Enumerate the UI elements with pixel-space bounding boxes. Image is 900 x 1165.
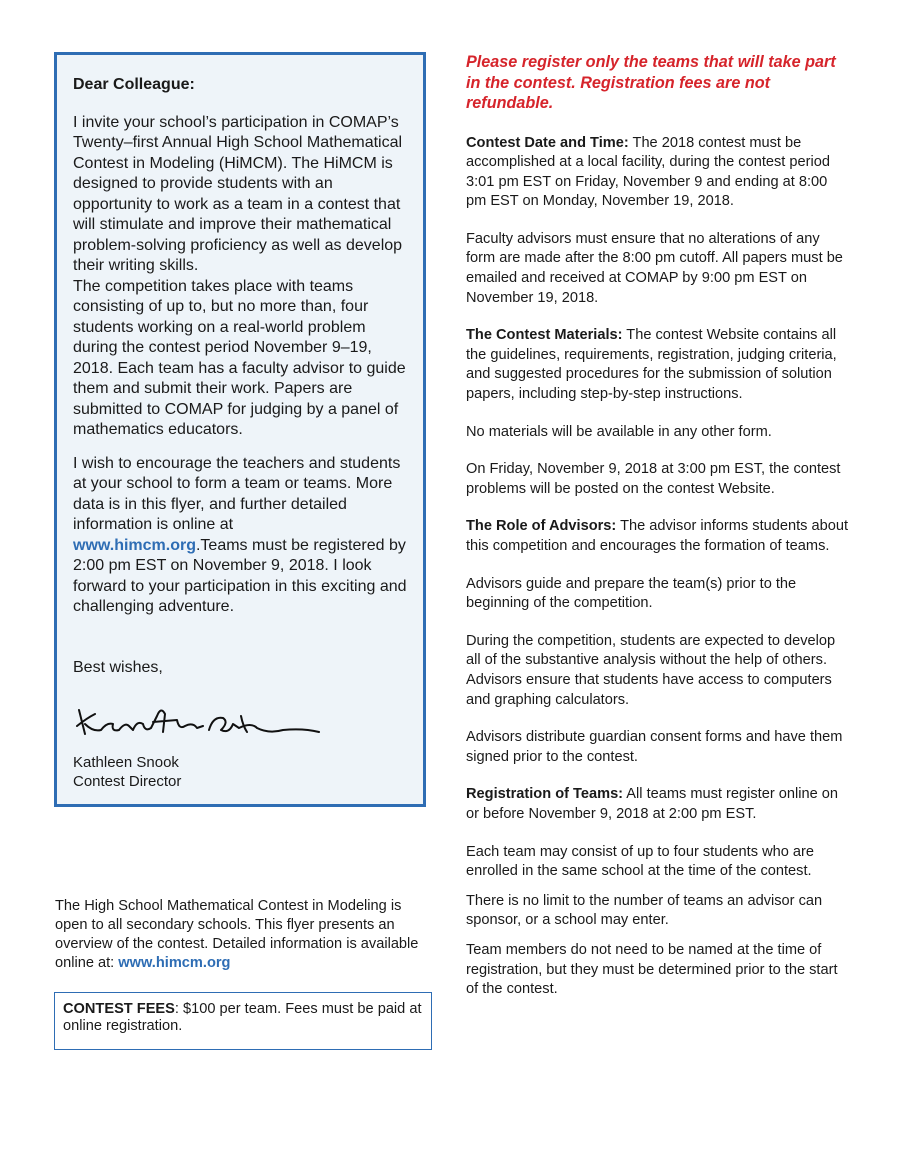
- contest-date-section: [466, 134, 850, 212]
- problem-posting-text: On Friday, November 9, 2018 at 3:00 pm EST, the contest problems will be posted on the contest Website.: [466, 461, 841, 497]
- letter-paragraph-3-text: I wish to encourage the teachers and students at your school to form a team or teams. More data is in this flyer, and further detailed information is online at: [73, 454, 401, 533]
- contest-materials-section: [466, 326, 850, 404]
- contest-materials-text: The contest Website contains all the guidelines, requirements, registration, judging criteria, and suggested procedures for the submission of solution papers, including step-by-step instructions.: [466, 327, 837, 403]
- contest-intro-text: The High School Mathematical Contest in Modeling is open to all secondary schools. This flyer presents an overview of the contest. Detailed information is available online at:: [55, 898, 419, 971]
- letter-box: [54, 52, 426, 807]
- signature-image: [73, 692, 333, 748]
- no-materials-text: No materials will be available in any other form.: [466, 423, 772, 440]
- advisor-role-section: [466, 517, 850, 556]
- signer-name: Kathleen Snook: [73, 754, 179, 771]
- letter-paragraph-3-tail: .Teams must be registered by 2:00 pm EST on November 9, 2018. I look forward to your participation in this exciting and challenging adventure.: [73, 536, 407, 615]
- advisor-cutoff-text: Faculty advisors must ensure that no alterations of any form are made after the 8:00 pm cutoff. All papers must be emailed and received at COMAP by 9:00 pm EST on November 19, 2018.: [466, 230, 843, 306]
- no-limit-text: There is no limit to the number of teams an advisor can sponsor, or a school may enter.: [466, 892, 823, 929]
- team-registration-section: [466, 785, 850, 824]
- fees-text: : $100 per team. Fees must be paid at online registration.: [63, 1001, 422, 1034]
- registration-notice: Please register only the teams that will take part in the contest. Registration fees are not refundable.: [466, 53, 836, 112]
- team-members-text: Team members do not need to be named at the time of registration, but they must be determined prior to the start of the contest.: [466, 941, 838, 998]
- fees-label: CONTEST FEES: [63, 1001, 175, 1017]
- contest-date-text: The 2018 contest must be accomplished at a local facility, during the contest period 3:01 pm EST on Friday, November 9 and ending at 8:00 pm EST on Monday, November 19, 2018.: [466, 134, 830, 210]
- right-column: [466, 52, 850, 1000]
- contest-date-heading: Contest Date and Time:: [466, 134, 629, 151]
- intro-himcm-link[interactable]: www.himcm.org: [118, 955, 231, 971]
- team-registration-text: All teams must register online on or before November 9, 2018 at 2:00 pm EST.: [466, 786, 838, 822]
- contest-intro: [55, 897, 435, 973]
- advisor-role-text: The advisor informs students about this competition and encourages the formation of teams.: [466, 518, 849, 554]
- advisor-role-heading: The Role of Advisors:: [466, 518, 617, 535]
- himcm-link[interactable]: www.himcm.org: [73, 536, 196, 554]
- letter-paragraph-1: I invite your school’s participation in COMAP’s Twenty–first Annual High School Mathematical Contest in Modeling (HiMCM). The HiMCM is designed to provide students with an opportunity to work as a team in a contest that will stimulate and improve their mathematical problem-solving proficiency as well as develop their writing skills.: [73, 113, 403, 274]
- team-registration-heading: Registration of Teams:: [466, 786, 624, 803]
- signer-title: Contest Director: [73, 773, 182, 790]
- letter-paragraph-3: [73, 454, 407, 618]
- letter-paragraph-2: The competition takes place with teams consisting of up to, but no more than, four students working on a real-world problem during the contest period November 9–19, 2018. Each team has a faculty advisor to guide them and submit their work. Papers are submitted to COMAP for judging by a panel of mathematics educators.: [73, 277, 406, 438]
- contest-fees-box: [54, 992, 432, 1050]
- contest-materials-heading: The Contest Materials:: [466, 327, 623, 344]
- team-size-text: Each team may consist of up to four students who are enrolled in the same school at the time of the contest.: [466, 843, 814, 880]
- advisor-guide-text: Advisors guide and prepare the team(s) prior to the beginning of the competition.: [466, 575, 797, 612]
- letter-greeting: Dear Colleague:: [73, 76, 195, 93]
- during-competition-text: During the competition, students are expected to develop all of the substantive analysis without the help of others. Advisors ensure that students have access to computers and graphing calculators.: [466, 632, 836, 708]
- letter-closing: Best wishes,: [73, 658, 163, 676]
- consent-forms-text: Advisors distribute guardian consent forms and have them signed prior to the contest.: [466, 729, 843, 765]
